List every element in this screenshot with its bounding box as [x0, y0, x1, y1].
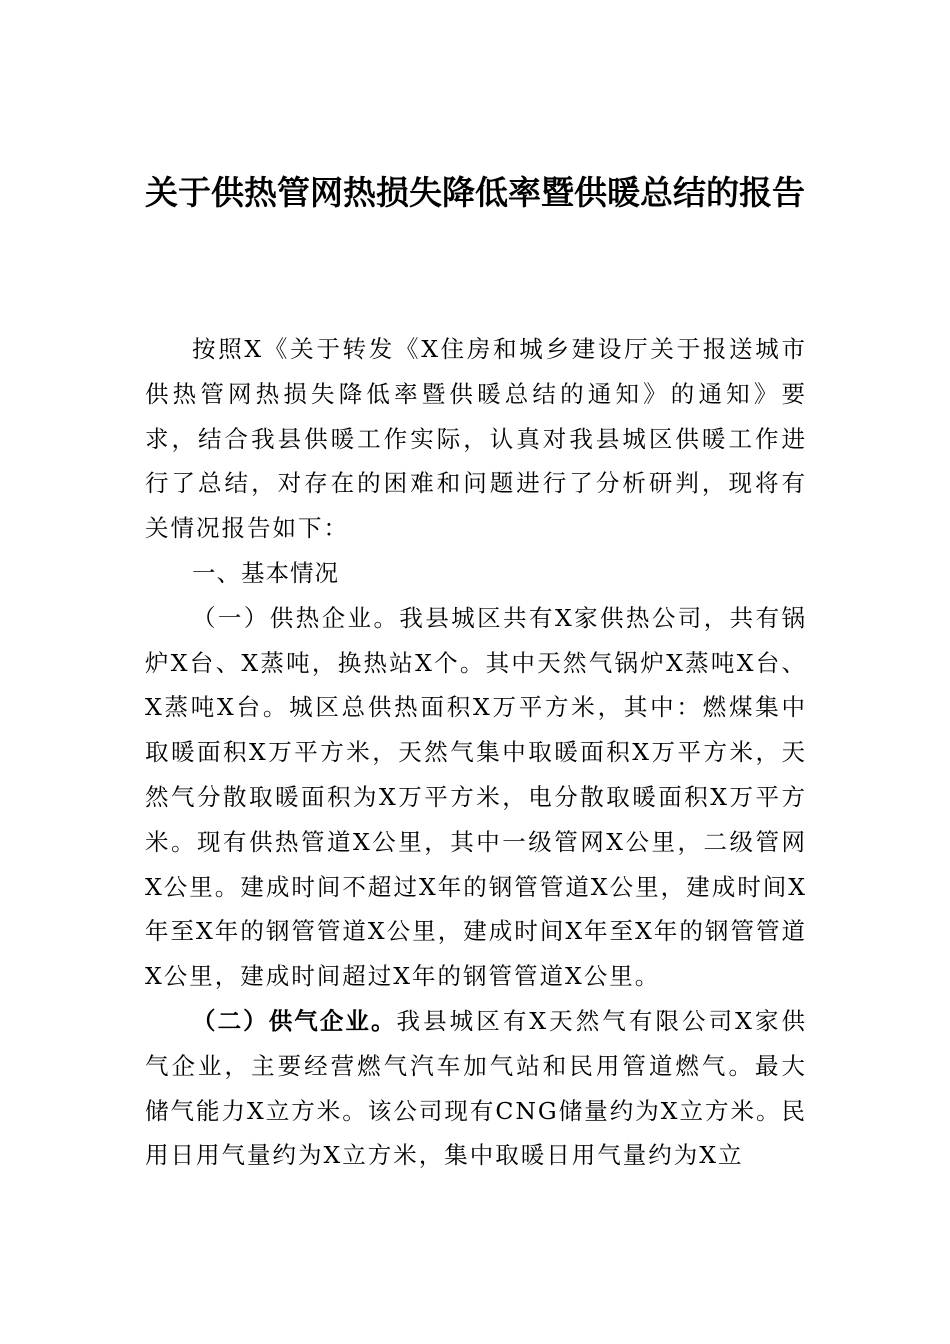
intro-paragraph: 按照X《关于转发《X住房和城乡建设厅关于报送城市供热管网热损失降低率暨供暖总结的通知》的通知》要求，结合我县供暖工作实际，认真对我县城区供暖工作进行了总结，对存在的困难和问题进行了分析研判，现将有关情况报告如下：	[145, 335, 807, 543]
paragraph-heating-enterprises	[145, 596, 807, 999]
paragraph-text: 我县城区共有X家供热公司，共有锅炉X台、X蒸吨，换热站X个。其中天然气锅炉X蒸吨X台、X蒸吨X台。城区总供热面积X万平方米，其中：燃煤集中取暖面积X万平方米，天然气集中取暖面积X万平方米，天然气分散取暖面积为X万平方米，电分散取暖面积X万平方米。现有供热管道X公里，其中一级管网X公里，二级管网X公里。建成时间不超过X年的钢管管道X公里，建成时间X年至X年的钢管管道X公里，建成时间X年至X年的钢管管道X公里，建成时间超过X年的钢管管道X公里。	[145, 603, 808, 991]
document-body	[145, 327, 807, 1178]
paragraph-gas-enterprises	[145, 999, 807, 1178]
paragraph-text: 我县城区有X天然气有限公司X家供气企业，主要经营燃气汽车加气站和民用管道燃气。最大储气能力X立方米。该公司现有CNG储量约为X立方米。民用日用气量约为X立方米，集中取暖日用气量约为X立	[145, 1006, 808, 1170]
section-heading: 一、基本情况	[192, 558, 339, 587]
document-title: 关于供热管网热损失降低率暨供暖总结的报告	[145, 173, 805, 212]
paragraph-lead-bold: （二）供气企业。	[192, 1006, 397, 1035]
paragraph-lead: （一）供热企业。	[192, 603, 400, 632]
